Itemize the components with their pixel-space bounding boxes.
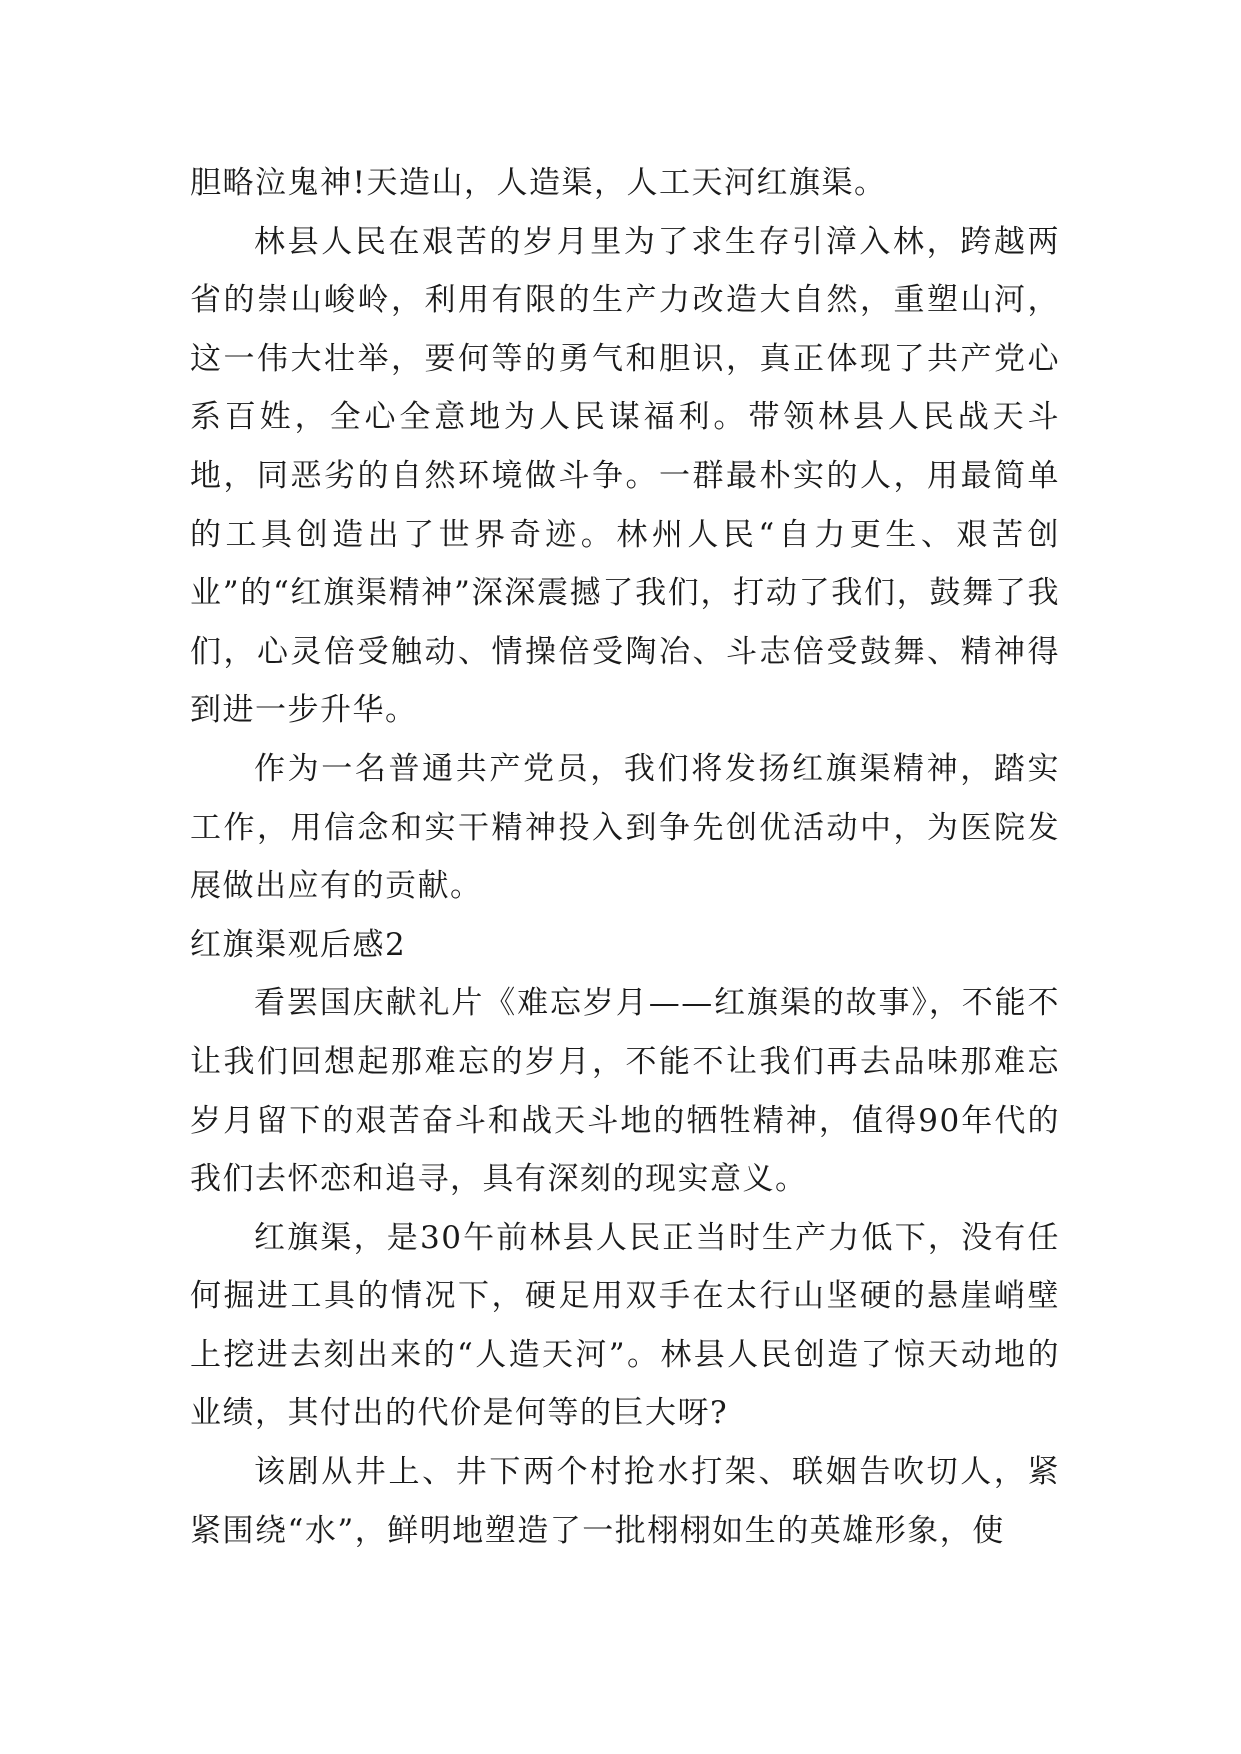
paragraph-1: 胆略泣鬼神!天造山，人造渠，人工天河红旗渠。 [190, 165, 887, 201]
section-paragraph-1: 看罢国庆献礼片《难忘岁月——红旗渠的故事》，不能不让我们回想起那难忘的岁月，不能不让我们再去品味那难忘岁月留下的艰苦奋斗和战天斗地的牺牲精神，值得90年代的我们去怀恋和追寻，具有深刻的现实意义。 [190, 985, 1060, 1198]
section-paragraph-3: 该剧从井上、井下两个村抢水打架、联姻告吹切人，紧紧围绕“水”，鲜明地塑造了一批栩栩如生的英雄形象，使 [190, 1454, 1060, 1549]
section-heading: 红旗渠观后感2 [190, 926, 407, 963]
paragraph-2: 林县人民在艰苦的岁月里为了求生存引漳入林，跨越两省的崇山峻岭，利用有限的生产力改造大自然，重塑山河，这一伟大壮举，要何等的勇气和胆识，真正体现了共产党心系百姓，全心全意地为人民谋福利。带领林县人民战天斗地，同恶劣的自然环境做斗争。一群最朴实的人，用最简单的工具创造出了世界奇迹。林州人民“自力更生、艰苦创业”的“红旗渠精神”深深震撼了我们，打动了我们，鼓舞了我们，心灵倍受触动、情操倍受陶冶、斗志倍受鼓舞、精神得到进一步升华。 [190, 223, 1060, 729]
document-body [190, 154, 1060, 1560]
section-paragraph-2: 红旗渠，是30午前林县人民正当时生产力低下，没有任何掘进工具的情况下，硬足用双手在太行山坚硬的悬崖峭壁上挖进去刻出来的“人造天河”。林县人民创造了惊天动地的业绩，其付出的代价是何等的巨大呀? [190, 1219, 1060, 1432]
paragraph-3: 作为一名普通共产党员，我们将发扬红旗渠精神，踏实工作，用信念和实干精神投入到争先创优活动中，为医院发展做出应有的贡献。 [190, 750, 1060, 905]
